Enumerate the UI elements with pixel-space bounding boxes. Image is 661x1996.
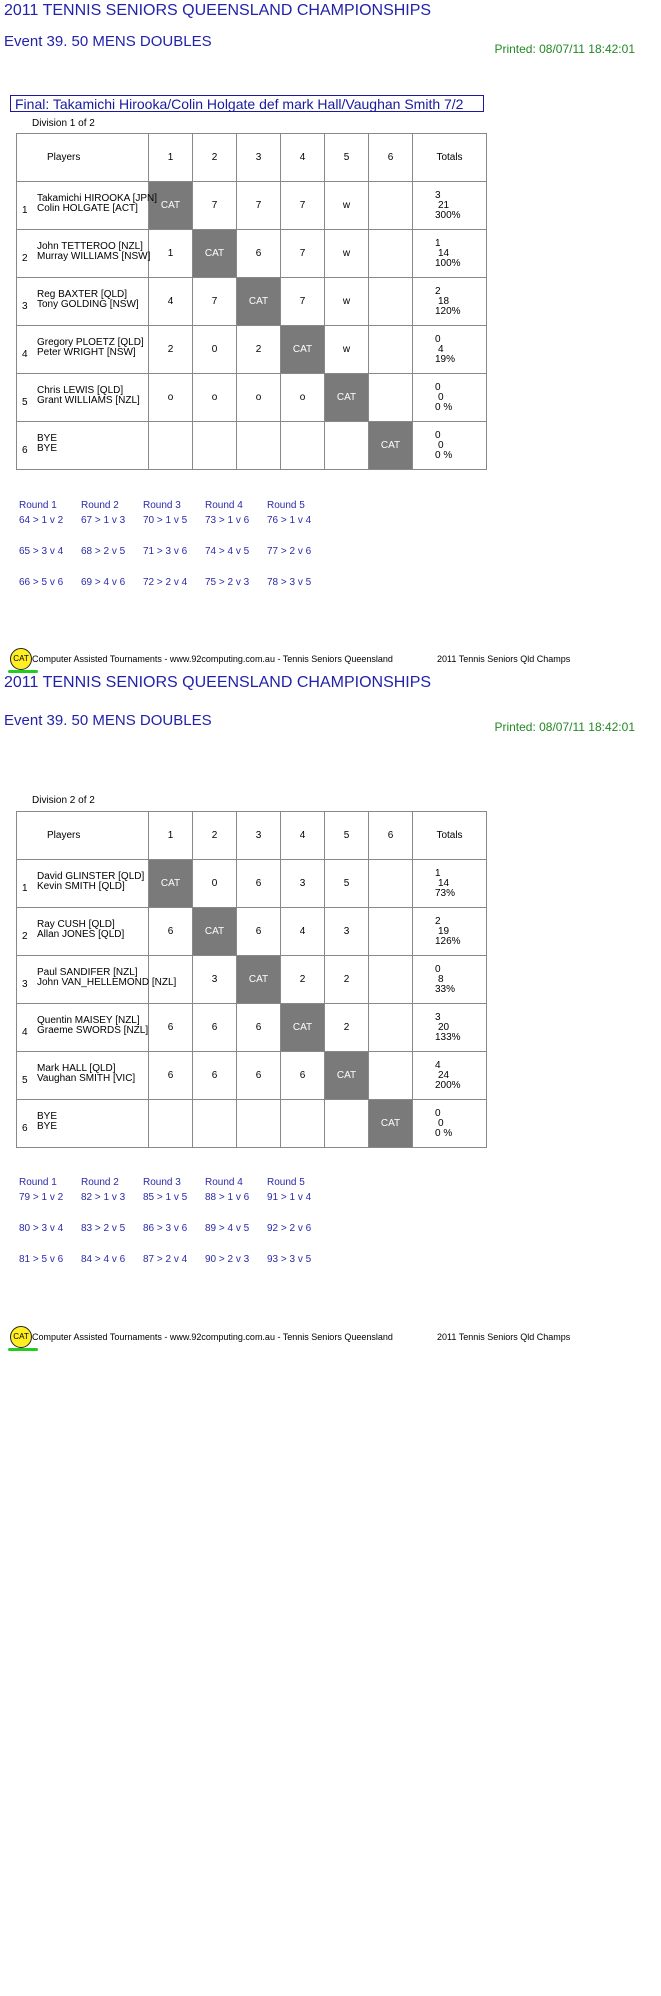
round-label: Round 1 bbox=[19, 500, 57, 511]
footer-left: Computer Assisted Tournaments - www.92computing.com.au - Tennis Seniors Queensland bbox=[32, 1332, 393, 1342]
score-cell: w bbox=[325, 230, 369, 278]
totals-cell bbox=[413, 908, 487, 956]
totals-cell bbox=[413, 1004, 487, 1052]
totals-cell bbox=[413, 860, 487, 908]
footer-left: Computer Assisted Tournaments - www.92computing.com.au - Tennis Seniors Queensland bbox=[32, 654, 393, 664]
match-entry: 93 > 3 v 5 bbox=[267, 1254, 312, 1265]
division-label: Division 2 of 2 bbox=[32, 795, 95, 806]
score-cell: o bbox=[193, 374, 237, 422]
score-cell: 2 bbox=[237, 326, 281, 374]
player-cell bbox=[17, 860, 149, 908]
total-line-1: 0 bbox=[435, 1107, 441, 1119]
seed-number: 4 bbox=[22, 1027, 28, 1038]
total-line-3: 126% bbox=[435, 935, 461, 947]
seed-number: 6 bbox=[22, 445, 28, 456]
score-cell: 6 bbox=[193, 1052, 237, 1100]
header-col-3: 3 bbox=[237, 134, 281, 182]
score-cell bbox=[281, 422, 325, 470]
player-1: Gregory PLOETZ [QLD] bbox=[37, 337, 144, 348]
match-entry: 85 > 1 v 5 bbox=[143, 1192, 188, 1203]
match-entry: 89 > 4 v 5 bbox=[205, 1223, 250, 1234]
match-entry: 69 > 4 v 6 bbox=[81, 577, 126, 588]
table-row bbox=[17, 908, 487, 956]
round-label: Round 4 bbox=[205, 500, 243, 511]
table-row bbox=[17, 860, 487, 908]
printed-timestamp: Printed: 08/07/11 18:42:01 bbox=[494, 720, 635, 734]
score-cell bbox=[149, 422, 193, 470]
player-names bbox=[37, 1064, 135, 1084]
total-line-2: 0 bbox=[438, 1117, 444, 1129]
score-cell: 0 bbox=[193, 326, 237, 374]
player-1: Ray CUSH [QLD] bbox=[37, 919, 115, 930]
score-cell: 5 bbox=[325, 860, 369, 908]
player-cell bbox=[17, 1052, 149, 1100]
totals-cell bbox=[413, 326, 487, 374]
seed-number: 1 bbox=[22, 883, 28, 894]
score-cell bbox=[369, 326, 413, 374]
header-col-3: 3 bbox=[237, 812, 281, 860]
player-names bbox=[37, 1112, 57, 1132]
table-row bbox=[17, 326, 487, 374]
cat-logo: CAT bbox=[10, 648, 32, 670]
match-entry: 87 > 2 v 4 bbox=[143, 1254, 188, 1265]
match-entry: 83 > 2 v 5 bbox=[81, 1223, 126, 1234]
total-line-3: 0 % bbox=[435, 401, 453, 413]
match-entry: 65 > 3 v 4 bbox=[19, 546, 64, 557]
score-cell: 2 bbox=[149, 326, 193, 374]
match-entry: 79 > 1 v 2 bbox=[19, 1192, 64, 1203]
score-cell: 6 bbox=[237, 860, 281, 908]
player-1: Mark HALL [QLD] bbox=[37, 1063, 116, 1074]
results-grid bbox=[16, 133, 487, 470]
header-col-4: 4 bbox=[281, 812, 325, 860]
player-1: Paul SANDIFER [NZL] bbox=[37, 967, 138, 978]
score-cell: 6 bbox=[237, 1004, 281, 1052]
match-entry: 82 > 1 v 3 bbox=[81, 1192, 126, 1203]
score-cell bbox=[369, 956, 413, 1004]
cat-logo: CAT bbox=[10, 1326, 32, 1348]
total-line-3: 0 % bbox=[435, 449, 453, 461]
cat-cell: CAT bbox=[325, 374, 369, 422]
score-cell: w bbox=[325, 182, 369, 230]
round-label: Round 5 bbox=[267, 1177, 305, 1188]
total-line-2: 21 bbox=[438, 199, 450, 211]
seed-number: 3 bbox=[22, 979, 28, 990]
cat-cell: CAT bbox=[237, 278, 281, 326]
player-2: BYE bbox=[37, 443, 58, 454]
header-col-5: 5 bbox=[325, 134, 369, 182]
total-line-2: 18 bbox=[438, 295, 450, 307]
match-entry: 81 > 5 v 6 bbox=[19, 1254, 64, 1265]
header-col-5: 5 bbox=[325, 812, 369, 860]
division-label: Division 1 of 2 bbox=[32, 118, 95, 129]
header-col-4: 4 bbox=[281, 134, 325, 182]
total-line-2: 14 bbox=[438, 877, 450, 889]
seed-number: 4 bbox=[22, 349, 28, 360]
cat-cell: CAT bbox=[369, 422, 413, 470]
player-1: BYE bbox=[37, 433, 58, 444]
cat-cell: CAT bbox=[149, 860, 193, 908]
round-label: Round 2 bbox=[81, 1177, 119, 1188]
player-2: Peter WRIGHT [NSW] bbox=[37, 347, 136, 358]
score-cell bbox=[193, 1100, 237, 1148]
player-2: Murray WILLIAMS [NSW] bbox=[37, 251, 151, 262]
total-line-2: 14 bbox=[438, 247, 450, 259]
score-cell: 6 bbox=[149, 1052, 193, 1100]
player-2: John VAN_HELLEMOND [NZL] bbox=[37, 977, 177, 988]
logo-underline bbox=[8, 1348, 38, 1351]
score-cell: 4 bbox=[149, 278, 193, 326]
match-entry: 88 > 1 v 6 bbox=[205, 1192, 250, 1203]
totals-cell bbox=[413, 956, 487, 1004]
match-entry: 91 > 1 v 4 bbox=[267, 1192, 312, 1203]
score-cell bbox=[369, 860, 413, 908]
score-cell bbox=[281, 1100, 325, 1148]
score-cell: 2 bbox=[281, 956, 325, 1004]
cat-cell: CAT bbox=[369, 1100, 413, 1148]
player-names bbox=[37, 386, 140, 406]
cat-cell: CAT bbox=[281, 326, 325, 374]
totals-cell bbox=[413, 422, 487, 470]
player-names bbox=[37, 434, 57, 454]
score-cell: o bbox=[149, 374, 193, 422]
score-cell bbox=[369, 182, 413, 230]
total-line-2: 19 bbox=[438, 925, 450, 937]
player-cell bbox=[17, 956, 177, 1004]
match-entry: 78 > 3 v 5 bbox=[267, 577, 312, 588]
event-title: Event 39. 50 MENS DOUBLES bbox=[4, 712, 212, 729]
player-cell bbox=[17, 182, 158, 230]
player-2: Allan JONES [QLD] bbox=[37, 929, 125, 940]
header-col-6: 6 bbox=[369, 134, 413, 182]
score-cell: 1 bbox=[149, 230, 193, 278]
round-label: Round 3 bbox=[143, 1177, 181, 1188]
cat-cell: CAT bbox=[325, 1052, 369, 1100]
total-line-2: 24 bbox=[438, 1069, 450, 1081]
player-2: BYE bbox=[37, 1121, 58, 1132]
total-line-1: 3 bbox=[435, 1011, 441, 1023]
total-line-3: 200% bbox=[435, 1079, 461, 1091]
event-title: Event 39. 50 MENS DOUBLES bbox=[4, 33, 212, 50]
match-entry: 64 > 1 v 2 bbox=[19, 515, 64, 526]
player-cell bbox=[17, 326, 149, 374]
header-col-2: 2 bbox=[193, 134, 237, 182]
match-entry: 68 > 2 v 5 bbox=[81, 546, 126, 557]
score-cell: 7 bbox=[281, 278, 325, 326]
player-1: BYE bbox=[37, 1111, 58, 1122]
cat-cell: CAT bbox=[193, 908, 237, 956]
total-line-1: 3 bbox=[435, 189, 441, 201]
header-players: Players bbox=[17, 812, 149, 860]
match-entry: 86 > 3 v 6 bbox=[143, 1223, 188, 1234]
table-row bbox=[17, 956, 487, 1004]
match-entry: 73 > 1 v 6 bbox=[205, 515, 250, 526]
player-1: Quentin MAISEY [NZL] bbox=[37, 1015, 140, 1026]
player-1: Chris LEWIS [QLD] bbox=[37, 385, 124, 396]
table-row bbox=[17, 182, 487, 230]
match-entry: 66 > 5 v 6 bbox=[19, 577, 64, 588]
totals-cell bbox=[413, 1100, 487, 1148]
score-cell: 2 bbox=[325, 956, 369, 1004]
total-line-1: 1 bbox=[435, 867, 441, 879]
player-2: Kevin SMITH [QLD] bbox=[37, 881, 125, 892]
header-players: Players bbox=[17, 134, 149, 182]
player-2: Vaughan SMITH [VIC] bbox=[37, 1073, 136, 1084]
score-cell bbox=[369, 1052, 413, 1100]
score-cell: 6 bbox=[237, 1052, 281, 1100]
score-cell: w bbox=[325, 278, 369, 326]
player-cell bbox=[17, 374, 149, 422]
match-entry: 77 > 2 v 6 bbox=[267, 546, 312, 557]
cat-cell: CAT bbox=[149, 182, 193, 230]
player-cell bbox=[17, 278, 149, 326]
player-2: Tony GOLDING [NSW] bbox=[37, 299, 139, 310]
match-entry: 75 > 2 v 3 bbox=[205, 577, 250, 588]
score-cell: 3 bbox=[281, 860, 325, 908]
footer-right: 2011 Tennis Seniors Qld Champs bbox=[437, 1332, 571, 1342]
seed-number: 6 bbox=[22, 1123, 28, 1134]
total-line-3: 100% bbox=[435, 257, 461, 269]
score-cell: o bbox=[281, 374, 325, 422]
match-entry: 67 > 1 v 3 bbox=[81, 515, 126, 526]
player-cell bbox=[17, 1004, 149, 1052]
printed-timestamp: Printed: 08/07/11 18:42:01 bbox=[494, 42, 635, 56]
final-result: Final: Takamichi Hirooka/Colin Holgate def mark Hall/Vaughan Smith 7/2 bbox=[10, 95, 484, 112]
match-entry: 71 > 3 v 6 bbox=[143, 546, 188, 557]
total-line-3: 0 % bbox=[435, 1127, 453, 1139]
player-2: Graeme SWORDS [NZL] bbox=[37, 1025, 149, 1036]
score-cell bbox=[325, 1100, 369, 1148]
player-cell bbox=[17, 1100, 149, 1148]
player-names bbox=[37, 920, 124, 940]
score-cell: 6 bbox=[149, 1004, 193, 1052]
footer-right: 2011 Tennis Seniors Qld Champs bbox=[437, 654, 571, 664]
round-label: Round 3 bbox=[143, 500, 181, 511]
player-names bbox=[37, 242, 150, 262]
logo-underline bbox=[8, 670, 38, 673]
player-cell bbox=[17, 230, 149, 278]
score-cell: 2 bbox=[325, 1004, 369, 1052]
total-line-2: 4 bbox=[438, 343, 444, 355]
score-cell bbox=[369, 374, 413, 422]
totals-cell bbox=[413, 1052, 487, 1100]
player-1: Reg BAXTER [QLD] bbox=[37, 289, 128, 300]
seed-number: 2 bbox=[22, 253, 28, 264]
player-cell bbox=[17, 908, 149, 956]
seed-number: 2 bbox=[22, 931, 28, 942]
table-row bbox=[17, 230, 487, 278]
score-cell bbox=[325, 422, 369, 470]
total-line-3: 19% bbox=[435, 353, 456, 365]
player-cell bbox=[17, 422, 149, 470]
match-entry: 90 > 2 v 3 bbox=[205, 1254, 250, 1265]
player-names bbox=[37, 338, 144, 358]
match-entry: 84 > 4 v 6 bbox=[81, 1254, 126, 1265]
total-line-2: 8 bbox=[438, 973, 444, 985]
match-entry: 80 > 3 v 4 bbox=[19, 1223, 64, 1234]
page-title: 2011 TENNIS SENIORS QUEENSLAND CHAMPIONSHIPS bbox=[4, 2, 432, 19]
score-cell: 6 bbox=[281, 1052, 325, 1100]
cat-cell: CAT bbox=[193, 230, 237, 278]
total-line-1: 1 bbox=[435, 237, 441, 249]
match-entry: 72 > 2 v 4 bbox=[143, 577, 188, 588]
match-entry: 74 > 4 v 5 bbox=[205, 546, 250, 557]
player-names bbox=[37, 194, 157, 214]
score-cell: 6 bbox=[237, 908, 281, 956]
totals-cell bbox=[413, 278, 487, 326]
player-1: David GLINSTER [QLD] bbox=[37, 871, 145, 882]
player-names bbox=[37, 968, 176, 988]
total-line-3: 73% bbox=[435, 887, 456, 899]
player-2: Colin HOLGATE [ACT] bbox=[37, 203, 138, 214]
score-cell: 7 bbox=[193, 182, 237, 230]
page-title: 2011 TENNIS SENIORS QUEENSLAND CHAMPIONSHIPS bbox=[4, 674, 432, 691]
header-col-2: 2 bbox=[193, 812, 237, 860]
total-line-1: 4 bbox=[435, 1059, 441, 1071]
round-label: Round 2 bbox=[81, 500, 119, 511]
round-label: Round 5 bbox=[267, 500, 305, 511]
score-cell: 4 bbox=[281, 908, 325, 956]
header-totals: Totals bbox=[413, 134, 487, 182]
table-row bbox=[17, 278, 487, 326]
seed-number: 1 bbox=[22, 205, 28, 216]
total-line-2: 0 bbox=[438, 439, 444, 451]
header-col-1: 1 bbox=[149, 134, 193, 182]
table-row bbox=[17, 1004, 487, 1052]
player-names bbox=[37, 290, 139, 310]
score-cell bbox=[237, 1100, 281, 1148]
score-cell: 6 bbox=[149, 908, 193, 956]
total-line-1: 0 bbox=[435, 333, 441, 345]
table-row bbox=[17, 422, 487, 470]
player-1: John TETTEROO [NZL] bbox=[37, 241, 143, 252]
total-line-1: 0 bbox=[435, 963, 441, 975]
score-cell: 7 bbox=[281, 182, 325, 230]
score-cell: w bbox=[325, 326, 369, 374]
total-line-3: 133% bbox=[435, 1031, 461, 1043]
score-cell: 0 bbox=[193, 860, 237, 908]
match-entry: 76 > 1 v 4 bbox=[267, 515, 312, 526]
seed-number: 5 bbox=[22, 1075, 28, 1086]
table-row bbox=[17, 374, 487, 422]
totals-cell bbox=[413, 374, 487, 422]
score-cell: 3 bbox=[325, 908, 369, 956]
total-line-1: 2 bbox=[435, 285, 441, 297]
player-names bbox=[37, 1016, 148, 1036]
score-cell bbox=[237, 422, 281, 470]
score-cell: o bbox=[237, 374, 281, 422]
score-cell bbox=[369, 230, 413, 278]
total-line-3: 300% bbox=[435, 209, 461, 221]
score-cell: 7 bbox=[237, 182, 281, 230]
total-line-1: 0 bbox=[435, 381, 441, 393]
round-label: Round 1 bbox=[19, 1177, 57, 1188]
seed-number: 5 bbox=[22, 397, 28, 408]
match-entry: 70 > 1 v 5 bbox=[143, 515, 188, 526]
score-cell: 7 bbox=[281, 230, 325, 278]
cat-cell: CAT bbox=[237, 956, 281, 1004]
player-1: Takamichi HIROOKA [JPN] bbox=[37, 193, 158, 204]
header-col-1: 1 bbox=[149, 812, 193, 860]
score-cell bbox=[369, 908, 413, 956]
totals-cell bbox=[413, 230, 487, 278]
round-label: Round 4 bbox=[205, 1177, 243, 1188]
cat-cell: CAT bbox=[281, 1004, 325, 1052]
header-totals: Totals bbox=[413, 812, 487, 860]
score-cell bbox=[369, 1004, 413, 1052]
total-line-3: 33% bbox=[435, 983, 456, 995]
score-cell bbox=[193, 422, 237, 470]
total-line-2: 20 bbox=[438, 1021, 450, 1033]
match-entry: 92 > 2 v 6 bbox=[267, 1223, 312, 1234]
score-cell: 6 bbox=[237, 230, 281, 278]
header-col-6: 6 bbox=[369, 812, 413, 860]
total-line-2: 0 bbox=[438, 391, 444, 403]
table-row bbox=[17, 1052, 487, 1100]
score-cell: 3 bbox=[193, 956, 237, 1004]
total-line-1: 0 bbox=[435, 429, 441, 441]
totals-cell bbox=[413, 182, 487, 230]
results-grid bbox=[16, 811, 487, 1148]
total-line-1: 2 bbox=[435, 915, 441, 927]
score-cell bbox=[369, 278, 413, 326]
player-2: Grant WILLIAMS [NZL] bbox=[37, 395, 140, 406]
table-row bbox=[17, 1100, 487, 1148]
player-names bbox=[37, 872, 144, 892]
score-cell: 6 bbox=[193, 1004, 237, 1052]
score-cell bbox=[149, 1100, 193, 1148]
seed-number: 3 bbox=[22, 301, 28, 312]
score-cell: 7 bbox=[193, 278, 237, 326]
total-line-3: 120% bbox=[435, 305, 461, 317]
